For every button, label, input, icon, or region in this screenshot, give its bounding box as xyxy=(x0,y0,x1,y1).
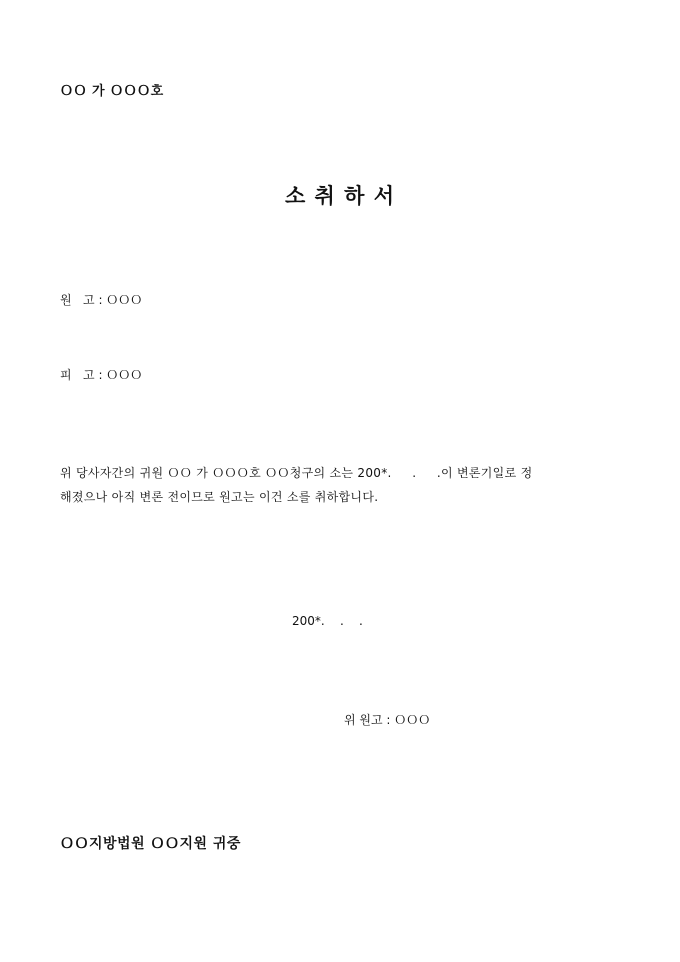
body-paragraph-line-2: 해졌으나 아직 변론 전이므로 원고는 이건 소를 취하합니다. xyxy=(60,490,379,504)
plaintiff-line: 원 고 : ＯＯＯ xyxy=(60,293,143,307)
court-addressee: ＯＯ지방법원 ＯＯ지원 귀중 xyxy=(60,836,241,852)
defendant-line: 피 고 : ＯＯＯ xyxy=(60,368,143,382)
case-number: ＯＯ 가 ＯＯＯ호 xyxy=(60,84,164,99)
signature-line: 위 원고 : ＯＯＯ xyxy=(344,713,431,727)
document-title: 소 취 하 서 xyxy=(284,183,396,208)
body-paragraph-line-1: 위 당사자간의 귀원 ＯＯ 가 ＯＯＯ호 ＯＯ청구의 소는 200*. . .이 변론기일로 정 xyxy=(60,466,533,480)
date-line: 200*. . . xyxy=(292,614,363,628)
